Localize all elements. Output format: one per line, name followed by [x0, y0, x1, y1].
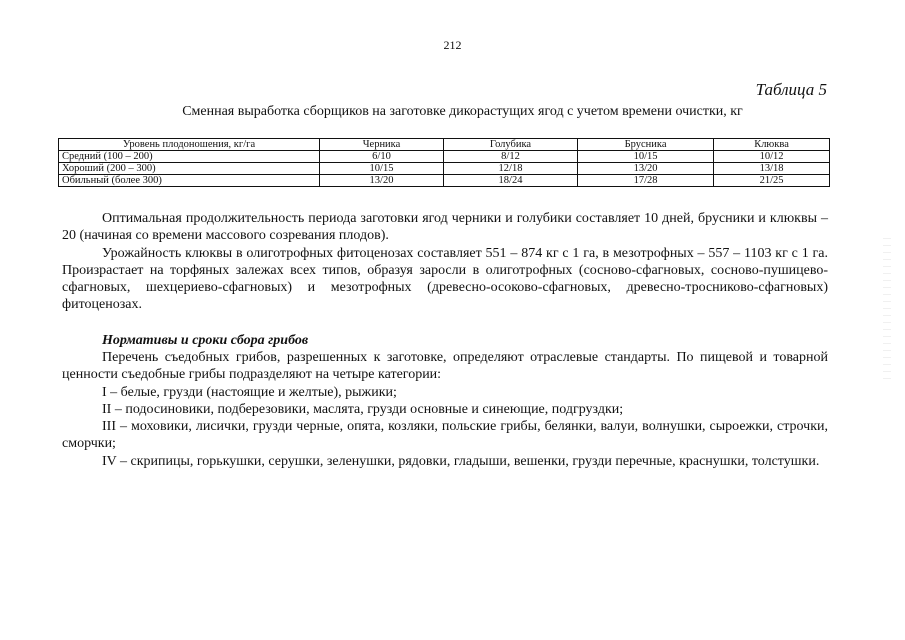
- table-caption: Сменная выработка сборщиков на заготовке дикорастущих ягод с учетом времени очистки, кг: [182, 104, 743, 119]
- paragraph-cranberry-yield: Урожайность клюквы в олиготрофных фитоценозах составляет 551 – 874 кг с 1 га, в мезотрофных – 557 – 1103 кг с 1 га. Произрастает на торфяных залежах всех типов, образуя заросли в олиготрофных (сосново-сфагновых, сосново-пушицево-сфагновых, шехцериево-сфагновых) и мезотрофных (древесно-осоково-сфагновых, древесно-тросниково-сфагновых) фитоценозах.: [62, 245, 828, 313]
- paragraph-category-4: IV – скрипицы, горькушки, серушки, зеленушки, рядовки, гладыши, вешенки, грузди перечные, краснушки, толстушки.: [102, 453, 820, 469]
- table-cell: 13/20: [320, 175, 444, 187]
- table-cell: Хороший (200 – 300): [59, 163, 320, 175]
- paragraph-mushroom-intro: Перечень съедобных грибов, разрешенных к заготовке, определяют отраслевые стандарты. По пищевой и товарной ценности съедобные грибы подразделяют на четыре категории:: [62, 350, 828, 383]
- header-yield-level: Уровень плодоношения, кг/га: [59, 139, 320, 151]
- mushroom-text-block: [62, 349, 828, 470]
- table-cell: 6/10: [320, 151, 444, 163]
- table-row: [59, 175, 830, 187]
- header-blueberry: Черника: [320, 139, 444, 151]
- section-heading: Нормативы и сроки сбора грибов: [102, 333, 309, 348]
- page-number: 212: [443, 38, 462, 52]
- table-cell: 13/20: [578, 163, 714, 175]
- table-row: [59, 163, 830, 175]
- table-cell: 10/15: [320, 163, 444, 175]
- yield-table: [58, 138, 830, 187]
- table-cell: 10/12: [714, 151, 830, 163]
- table-cell: 10/15: [578, 151, 714, 163]
- paragraph-category-3: III – моховики, лисички, грузди черные, опята, козляки, польские грибы, белянки, валуи, волнушки, сыроежки, строчки, сморчки;: [62, 419, 828, 452]
- table-cell: 21/25: [714, 175, 830, 187]
- table-header-row: [59, 139, 830, 151]
- table-cell: 13/18: [714, 163, 830, 175]
- header-lingonberry: Брусника: [578, 139, 714, 151]
- scan-artifact: [883, 232, 891, 382]
- paragraph-category-2: II – подосиновики, подберезовики, маслята, грузди основные и синеющие, подгруздки;: [102, 401, 624, 417]
- header-cranberry: Клюква: [714, 139, 830, 151]
- paragraph-category-1: I – белые, грузди (настоящие и желтые), рыжики;: [102, 384, 397, 400]
- paragraph-harvest-period: Оптимальная продолжительность периода заготовки ягод черники и голубики составляет 10 дней, брусники и клюквы – 20 (начиная со времени массового созревания плодов).: [62, 211, 828, 244]
- table-label: Таблица 5: [755, 80, 827, 99]
- table-cell: Средний (100 – 200): [59, 151, 320, 163]
- table-cell: Обильный (более 300): [59, 175, 320, 187]
- table-cell: 17/28: [578, 175, 714, 187]
- table-cell: 8/12: [444, 151, 578, 163]
- table-row: [59, 151, 830, 163]
- table-cell: 12/18: [444, 163, 578, 175]
- table-cell: 18/24: [444, 175, 578, 187]
- berry-text-block: [62, 210, 828, 314]
- header-bog-bilberry: Голубика: [444, 139, 578, 151]
